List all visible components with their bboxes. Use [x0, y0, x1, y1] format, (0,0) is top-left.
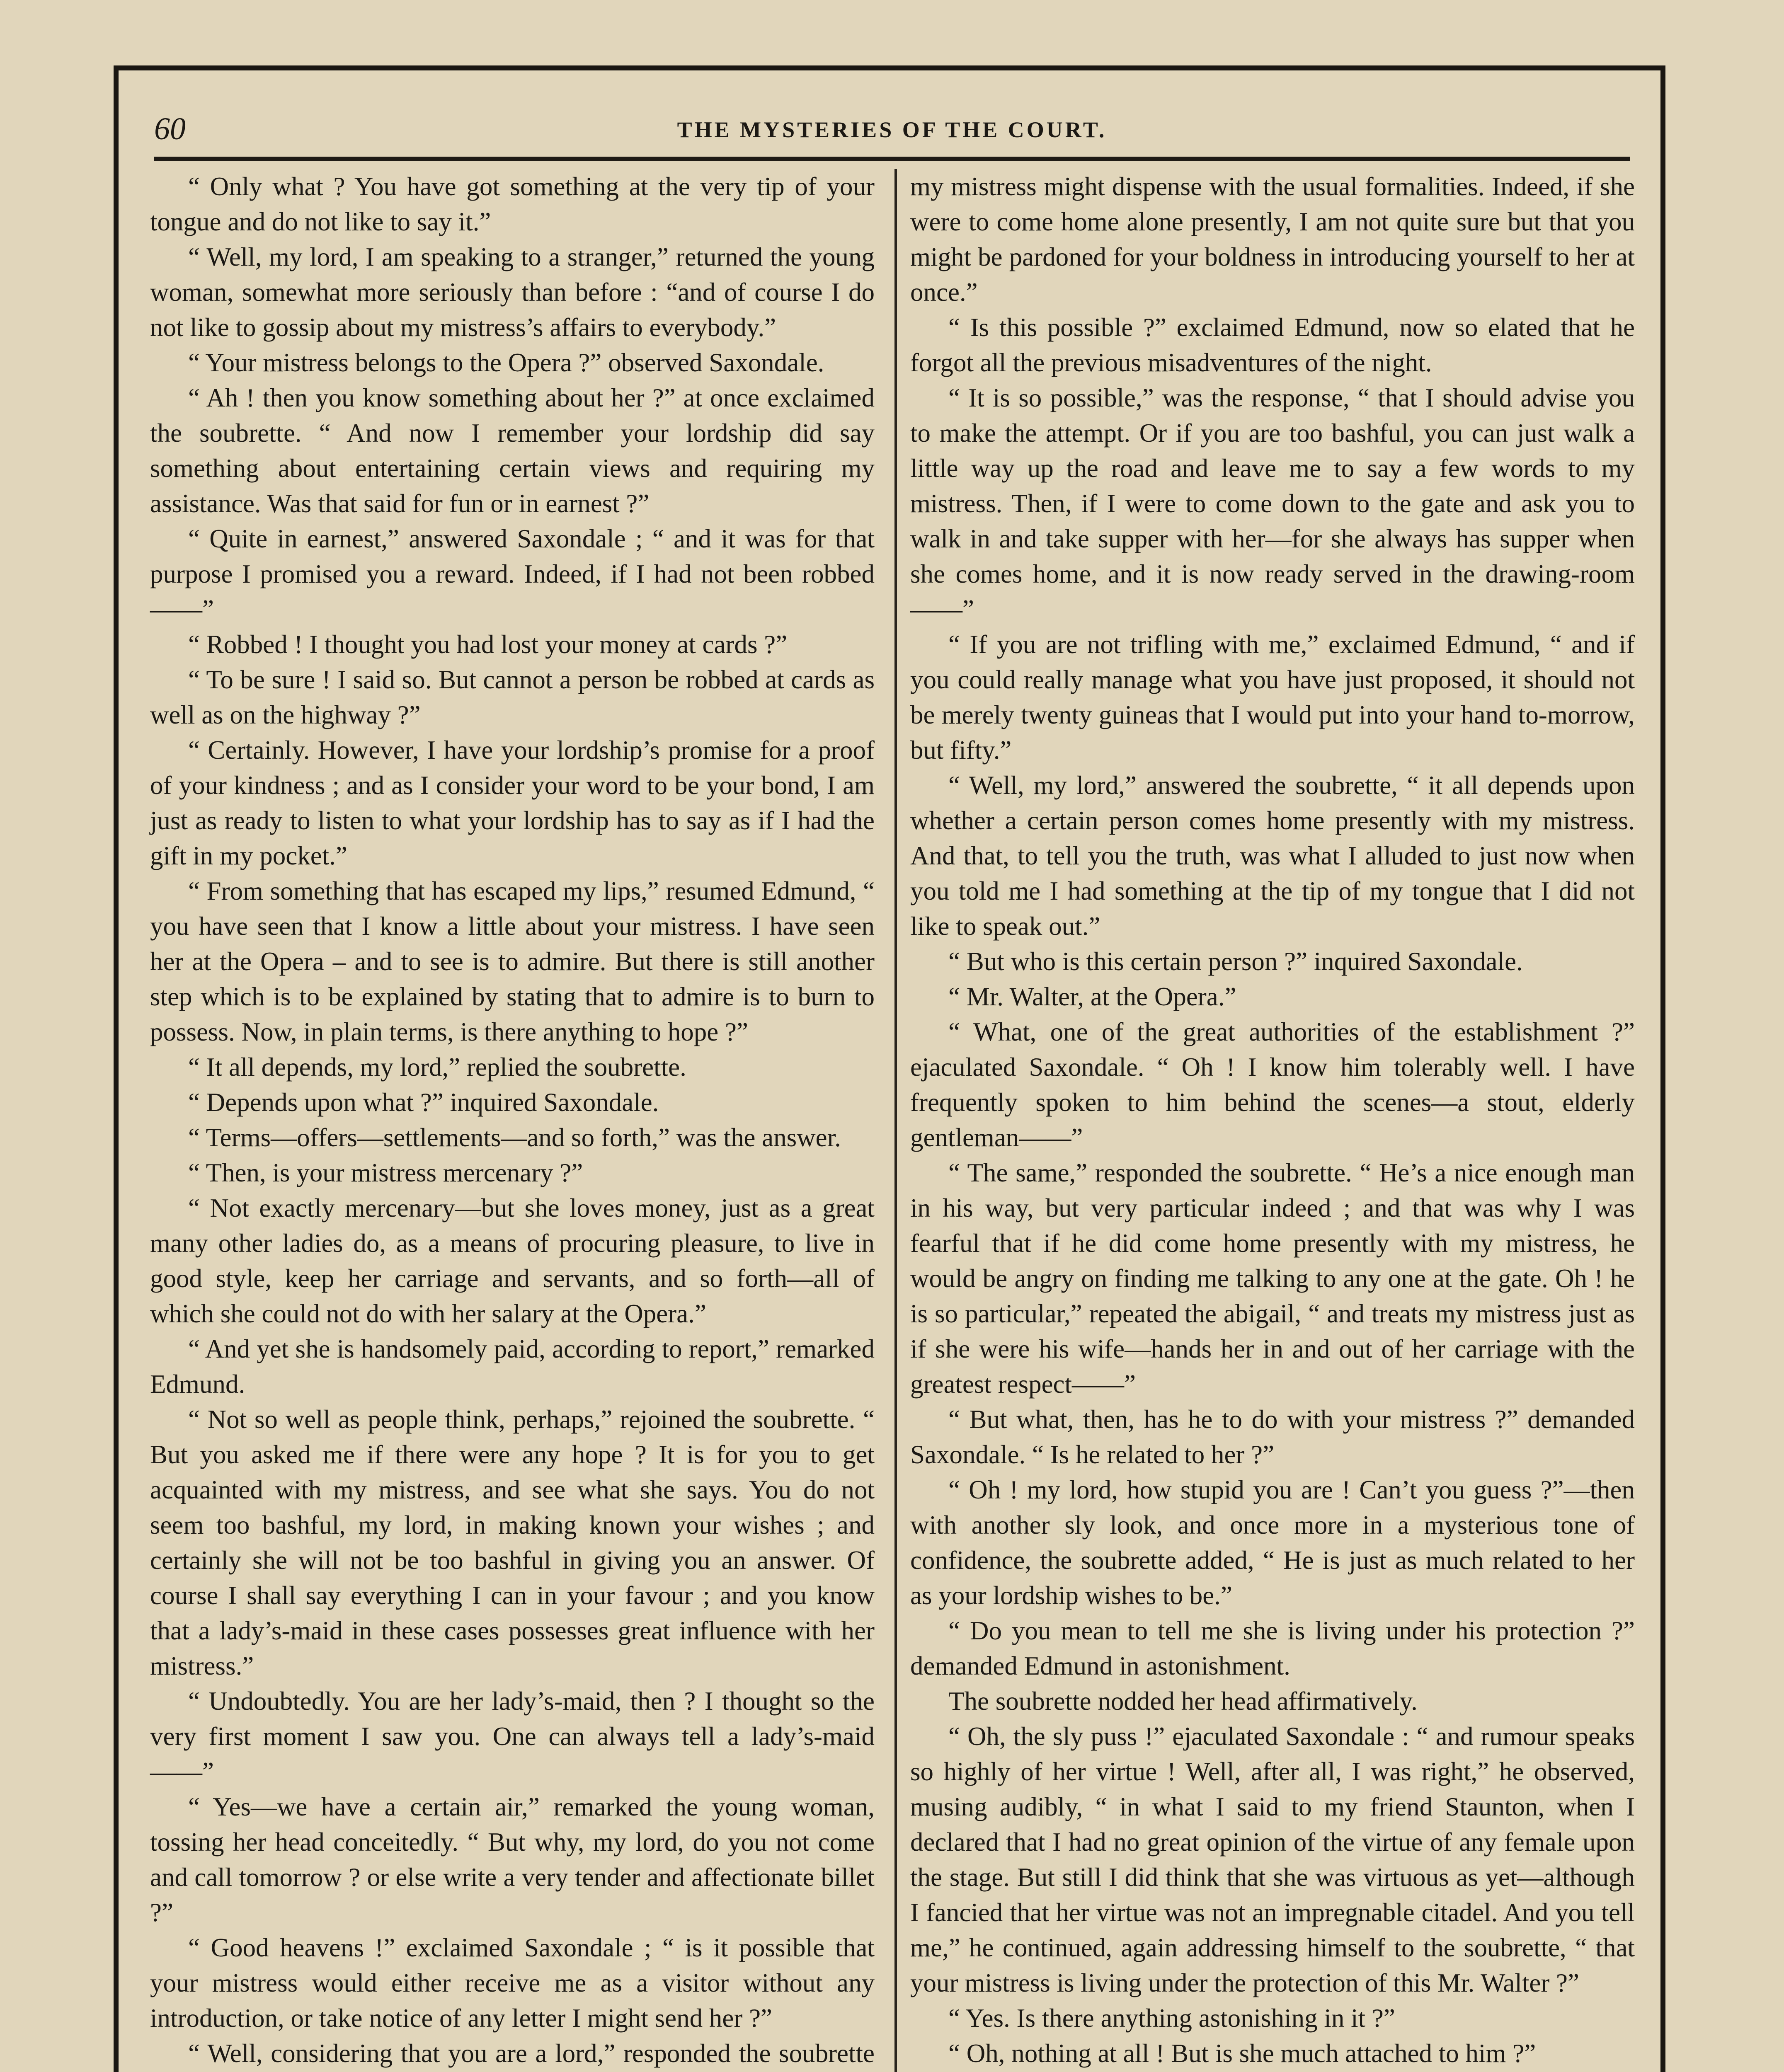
- paragraph: “ What, one of the great authorities of the establishment ?” ejaculated Saxondale. “ Oh ! I know him tolerably well. I have frequently spoken to him behind the scenes—a stout, elderly gentleman——”: [910, 1017, 1635, 1152]
- paragraph: “ Do you mean to tell me she is living under his protection ?” demanded Edmund in astonishment.: [910, 1616, 1635, 1680]
- paragraph: “ But who is this certain person ?” inquired Saxondale.: [948, 947, 1523, 976]
- right-column: [910, 169, 1635, 2071]
- paragraph: “ Well, my lord, I am speaking to a stranger,” returned the young woman, somewhat more seriously than before : “and of course I do not like to gossip about my mistress’s affairs to everybody.”: [150, 242, 875, 342]
- paragraph: “ Yes—we have a certain air,” remarked the young woman, tossing her head conceitedly. “ But why, my lord, do you not come and call tomorrow ? or else write a very tender and affectionate billet ?”: [150, 1792, 875, 1927]
- paragraph: “ It all depends, my lord,” replied the soubrette.: [188, 1053, 686, 1082]
- paragraph: “ The same,” responded the soubrette. “ He’s a nice enough man in his way, but very particular indeed ; and that was why I was fearful that if he did come home presently with my mistress, he would be angry on finding me talking to any one at the gate. Oh ! he is so particular,” repeated the abigail, “ and treats my mistress just as if she were his wife—hands her in and out of her carriage with the greatest respect——”: [910, 1158, 1635, 1399]
- running-head: THE MYSTERIES OF THE COURT.: [677, 117, 1107, 142]
- paragraph: “ Oh, the sly puss !” ejaculated Saxondale : “ and rumour speaks so highly of her virtue ! Well, after all, I was right,” he observed, musing audibly, “ in what I said to my friend Staunton, when I declared that I had no great opinion of the virtue of any female upon the stage. But still I did think that she was virtuous as yet—although I fancied that her virtue was not an impregnable citadel. And you tell me,” he continued, again addressing himself to the soubrette, “ that your mistress is living under the protection of this Mr. Walter ?”: [910, 1722, 1635, 1997]
- paragraph: “ Depends upon what ?” inquired Saxondale.: [188, 1088, 659, 1117]
- paragraph: “ Only what ? You have got something at the very tip of your tongue and do not like to say it.”: [150, 172, 875, 236]
- paragraph: my mistress might dispense with the usual formalities. Indeed, if she were to come home alone presently, I am not quite sure but that you might be pardoned for your boldness in introducing yourself to her at once.”: [910, 172, 1635, 307]
- paragraph: “ Well, considering that you are a lord,” responded the soubrette: [188, 2039, 875, 2068]
- paragraph: “ If you are not trifling with me,” exclaimed Edmund, “ and if you could really manage what you have just proposed, it should not be merely twenty guineas that I would put into your hand to-morrow, but fifty.”: [910, 630, 1635, 765]
- paragraph: “ Terms—offers—settlements—and so forth,” was the answer.: [188, 1123, 841, 1152]
- column-divider: [894, 169, 897, 2072]
- paragraph: “ Oh, nothing at all ! But is she much attached to him ?”: [948, 2039, 1536, 2068]
- page-number: 60: [154, 111, 186, 146]
- paragraph: “ But what, then, has he to do with your mistress ?” demanded Saxondale. “ Is he related to her ?”: [910, 1405, 1635, 1469]
- paragraph: “ And yet she is handsomely paid, according to report,” remarked Edmund.: [150, 1334, 875, 1399]
- page-header: [154, 109, 1630, 154]
- header-rule: [154, 157, 1630, 161]
- paragraph: “ Not exactly mercenary—but she loves money, just as a great many other ladies do, as a means of procuring pleasure, to live in good style, keep her carriage and servants, and so forth—all of which she could not do with her salary at the Opera.”: [150, 1193, 875, 1328]
- paragraph: “ Your mistress belongs to the Opera ?” observed Saxondale.: [188, 348, 824, 377]
- paragraph: “ Well, my lord,” answered the soubrette, “ it all depends upon whether a certain person comes home presently with my mistress. And that, to tell you the truth, was what I alluded to just now when you told me I had something at the tip of my tongue that I did not like to speak out.”: [910, 771, 1635, 941]
- paragraph: “ Quite in earnest,” answered Saxondale ; “ and it was for that purpose I promised you a reward. Indeed, if I had not been robbed——”: [150, 524, 875, 624]
- left-column: [150, 169, 875, 2072]
- paragraph: “ Is this possible ?” exclaimed Edmund, now so elated that he forgot all the previous misadventures of the night.: [910, 313, 1635, 377]
- paragraph: “ Good heavens !” exclaimed Saxondale ; “ is it possible that your mistress would either receive me as a visitor without any introduction, or take notice of any letter I might send her ?”: [150, 1933, 875, 2033]
- paragraph: “ Certainly. However, I have your lordship’s promise for a proof of your kindness ; and as I consider your word to be your bond, I am just as ready to listen to what your lordship has to say as if I had the gift in my pocket.”: [150, 736, 875, 870]
- paragraph: “ Yes. Is there anything astonishing in it ?”: [948, 2004, 1395, 2033]
- paragraph: “ Undoubtedly. You are her lady’s-maid, then ? I thought so the very first moment I saw you. One can always tell a lady’s-maid——”: [150, 1687, 875, 1786]
- paragraph: “ Then, is your mistress mercenary ?”: [188, 1158, 583, 1187]
- paragraph: “ To be sure ! I said so. But cannot a person be robbed at cards as well as on the highway ?”: [150, 665, 875, 729]
- paragraph: “ Robbed ! I thought you had lost your money at cards ?”: [188, 630, 788, 659]
- paragraph: The soubrette nodded her head affirmatively.: [948, 1687, 1418, 1716]
- paragraph: “ Oh ! my lord, how stupid you are ! Can’t you guess ?”—then with another sly look, and once more in a mysterious tone of confidence, the soubrette added, “ He is just as much related to her as your lordship wishes to be.”: [910, 1475, 1635, 1610]
- paragraph: “ Mr. Walter, at the Opera.”: [948, 982, 1236, 1011]
- paragraph: “ Ah ! then you know something about her ?” at once exclaimed the soubrette. “ And now I remember your lordship did say something about entertaining certain views and requiring my assistance. Was that said for fun or in earnest ?”: [150, 383, 875, 518]
- paragraph: “ From something that has escaped my lips,” resumed Edmund, “ you have seen that I know a little about your mistress. I have seen her at the Opera – and to see is to admire. But there is still another step which is to be explained by stating that to admire is to burn to possess. Now, in plain terms, is there anything to hope ?”: [150, 876, 875, 1046]
- paragraph: “ It is so possible,” was the response, “ that I should advise you to make the attempt. Or if you are too bashful, you can just walk a little way up the road and leave me to say a few words to my mistress. Then, if I were to come down to the gate and ask you to walk in and take supper with her—for she always has supper when she comes home, and it is now ready served in the drawing-room——”: [910, 383, 1635, 624]
- paragraph: “ Not so well as people think, perhaps,” rejoined the soubrette. “ But you asked me if there were any hope ? It is for you to get acquainted with my mistress, and see what she says. You do not seem too bashful, my lord, in making known your wishes ; and certainly she will not be too bashful in giving you an answer. Of course I shall say everything I can in your favour ; and you know that a lady’s-maid in these cases possesses great influence with her mistress.”: [150, 1405, 875, 1680]
